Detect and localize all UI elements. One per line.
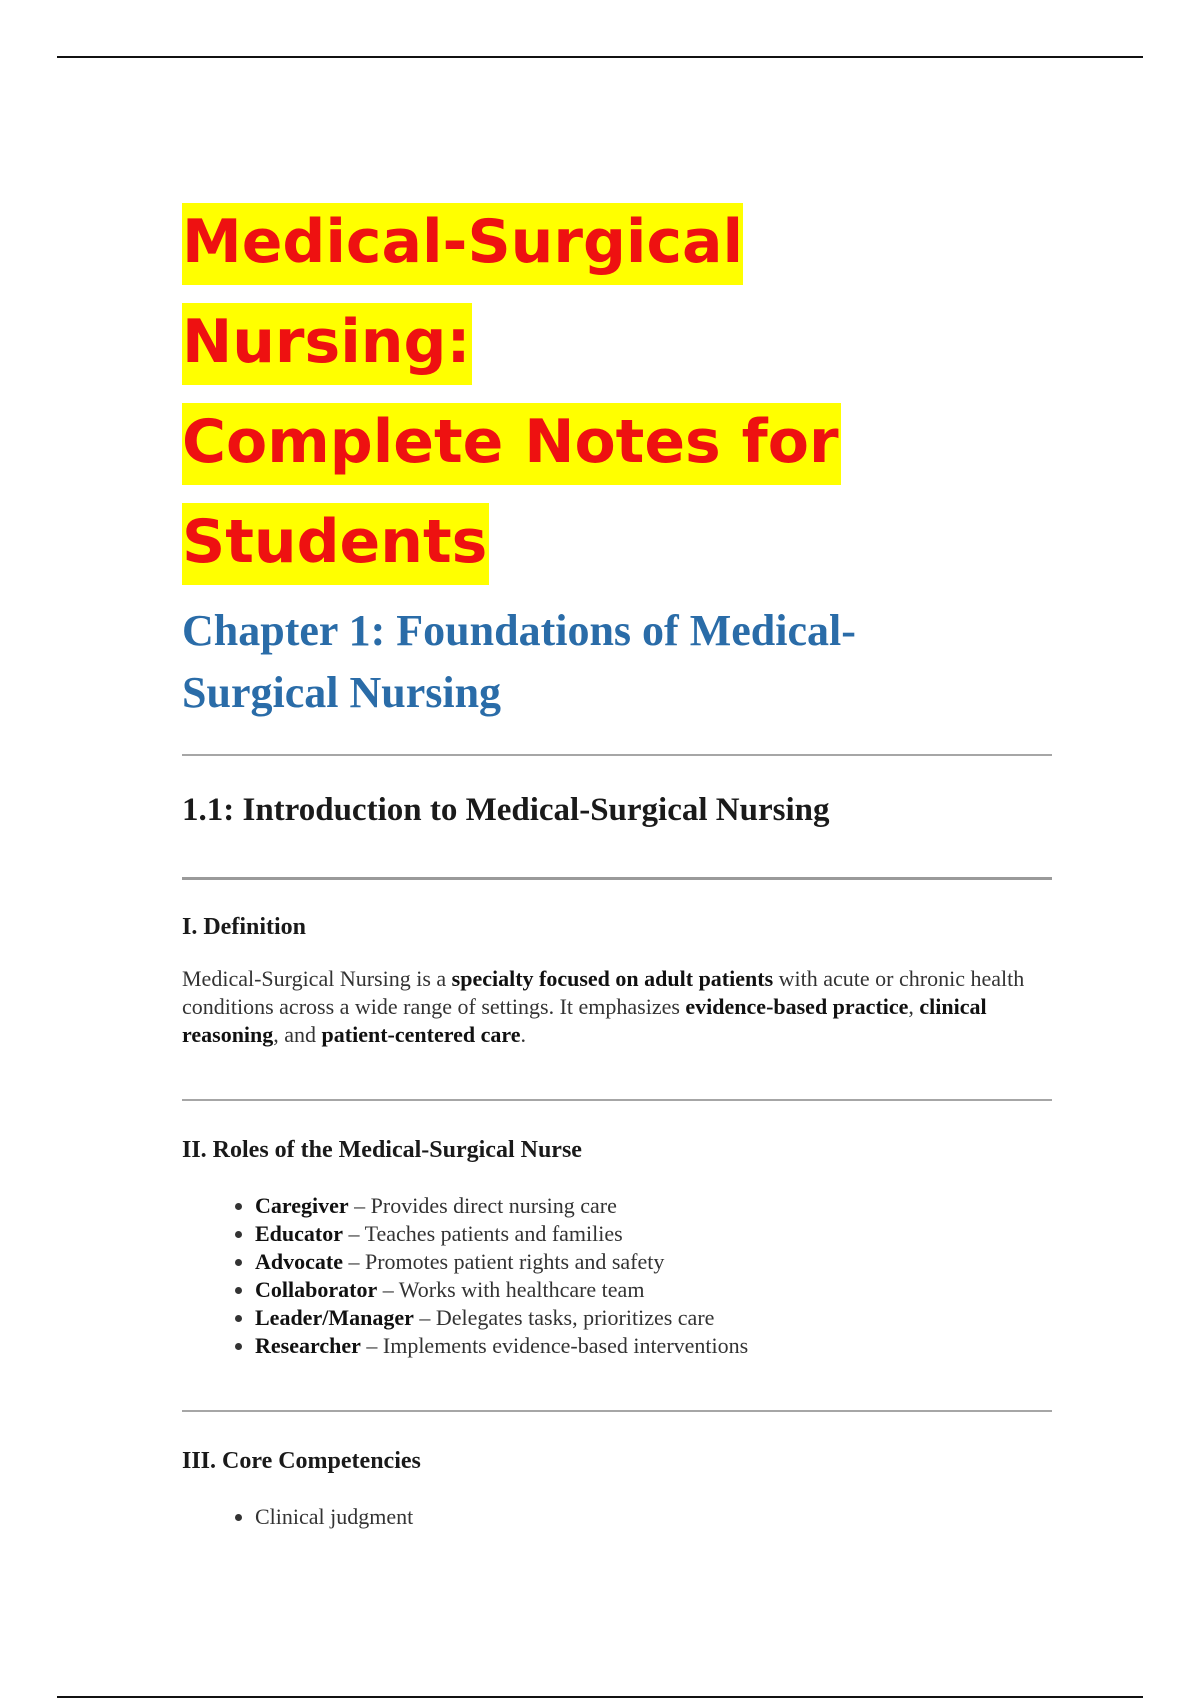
title-line-2: Complete Notes for — [182, 403, 841, 485]
section-title: 1.1: Introduction to Medical-Surgical Nursing — [182, 792, 830, 828]
emphasis: evidence-based practice — [685, 994, 909, 1019]
document-body — [182, 192, 1052, 1531]
competencies-list — [182, 1503, 1052, 1531]
roles-heading: II. Roles of the Medical-Surgical Nurse — [182, 1137, 582, 1163]
list-item: • Leader/Manager – Delegates tasks, prioritizes care — [255, 1304, 1052, 1332]
definition-heading: I. Definition — [182, 914, 307, 940]
list-item: • Collaborator – Works with healthcare team — [255, 1276, 1052, 1304]
chapter-title-line-1: Chapter 1: Foundations of Medical- — [182, 606, 856, 655]
list-item: • Researcher – Implements evidence-based interventions — [255, 1332, 1052, 1360]
title-line-3: Students — [182, 503, 489, 585]
divider — [182, 1410, 1052, 1412]
competencies-heading: III. Core Competencies — [182, 1448, 421, 1474]
page-top-rule — [57, 56, 1143, 58]
chapter-title-line-2: Surgical Nursing — [182, 668, 502, 717]
title-line-1: Medical-Surgical Nursing: — [182, 203, 743, 385]
divider — [182, 877, 1052, 880]
list-item: • Advocate – Promotes patient rights and safety — [255, 1248, 1052, 1276]
roles-list — [182, 1192, 1052, 1360]
emphasis: clinical reasoning — [182, 994, 987, 1047]
list-item: • Clinical judgment — [255, 1503, 1052, 1531]
list-item: • Caregiver – Provides direct nursing care — [255, 1192, 1052, 1220]
chapter-title — [182, 600, 1052, 724]
document-title — [182, 192, 1052, 592]
list-item: • Educator – Teaches patients and families — [255, 1220, 1052, 1248]
divider — [182, 754, 1052, 756]
definition-paragraph: Medical-Surgical Nursing is a specialty focused on adult patients with acute or chronic health conditions across a wide range of settings. It emphasizes evidence-based practice, clinical reasoning, and patient-centered care. — [182, 966, 1025, 1047]
emphasis: patient-centered care — [321, 1022, 521, 1047]
page-bottom-rule — [57, 1696, 1143, 1698]
emphasis: specialty focused on adult patients — [451, 966, 774, 991]
divider — [182, 1099, 1052, 1101]
